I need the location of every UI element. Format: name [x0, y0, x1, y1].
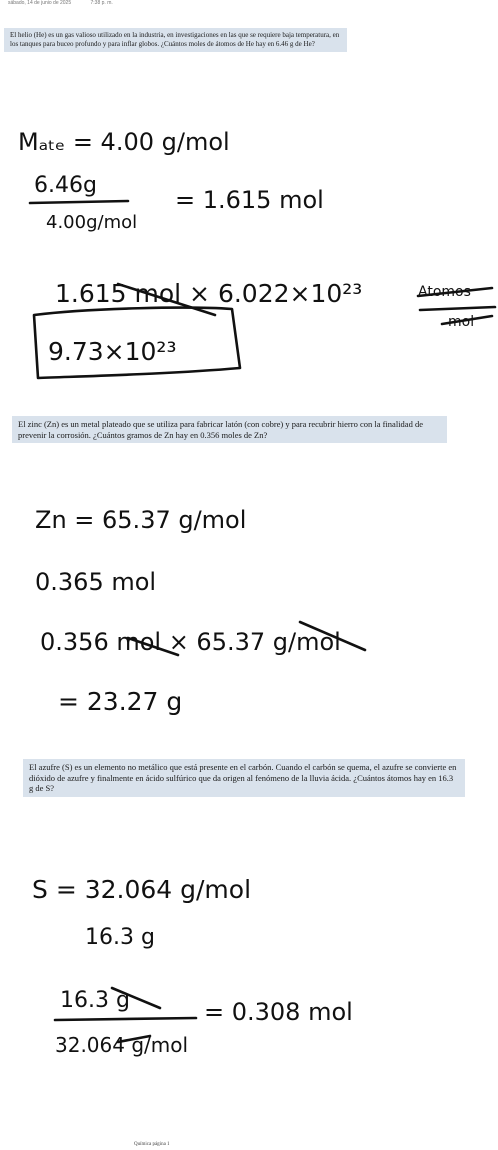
he-avogadro-product: 1.615 mol × 6.022×10²³: [55, 279, 363, 308]
s-moles-result: = 0.308 mol: [204, 998, 353, 1026]
he-molar-mass: Mₐₜₑ = 4.00 g/mol: [18, 128, 230, 156]
zinc-handwritten-work: [0, 490, 498, 730]
s-fraction-numerator: 16.3 g: [60, 988, 130, 1013]
zn-moles: 0.365 mol: [35, 568, 157, 596]
he-conversion-bar: [420, 307, 495, 310]
page-footer: Química página 1: [134, 1142, 170, 1147]
s-fraction-denominator: 32.064 g/mol: [55, 1033, 189, 1057]
page-time: 7:38 p. m.: [90, 0, 113, 6]
s-mass: 16.3 g: [85, 925, 155, 950]
he-boxed-answer: 9.73×10²³: [48, 337, 177, 366]
he-fraction-numerator: 6.46g: [34, 173, 97, 198]
he-fraction-bar: [30, 201, 128, 203]
s-molar-mass: S = 32.064 g/mol: [32, 875, 252, 904]
question-text: El zinc (Zn) es un metal plateado que se utiliza para fabricar latón (con cobre) y para recubrir hierro con la finalidad de prevenir la corrosión. ¿Cuántos gramos de Zn hay en 0.356 moles de Zn?: [18, 419, 423, 440]
zn-molar-mass: Zn = 65.37 g/mol: [35, 506, 247, 534]
zn-multiplication: 0.356 mol × 65.37 g/mol: [40, 628, 341, 656]
question-text: El azufre (S) es un elemento no metálico que está presente en el carbón. Cuando el carbón se quema, el azufre se convierte en dióxido de azufre y finalmente en ácido sulfúrico que da origen al fenómeno de la lluvia ácida. ¿Cuántos átomos hay en 16.3 g de S?: [29, 762, 457, 794]
s-fraction-bar: [55, 1018, 196, 1020]
question-text: El helio (He) es un gas valioso utilizado en la industria, en investigaciones en las que se requiere baja temperatura, en los tanques para buceo profundo y para inflar globos. ¿Cuántos moles de átomos de He hay en 6.46 g de He?: [10, 31, 340, 48]
sulfur-handwritten-work: [0, 860, 498, 1070]
page-timestamp: [8, 0, 131, 6]
page-date: sábado, 14 de junio de 2025: [8, 0, 72, 6]
helium-handwritten-work: [0, 110, 498, 390]
question-helium: [4, 28, 347, 52]
he-avogadro-numerator: Atomos: [418, 284, 471, 300]
he-fraction-denominator: 4.00g/mol: [46, 212, 138, 233]
question-zinc: [12, 416, 447, 443]
he-avogadro-denominator: mol: [448, 314, 475, 330]
question-sulfur: [23, 759, 465, 797]
zn-result: = 23.27 g: [58, 687, 183, 716]
he-moles-result: = 1.615 mol: [175, 186, 324, 214]
